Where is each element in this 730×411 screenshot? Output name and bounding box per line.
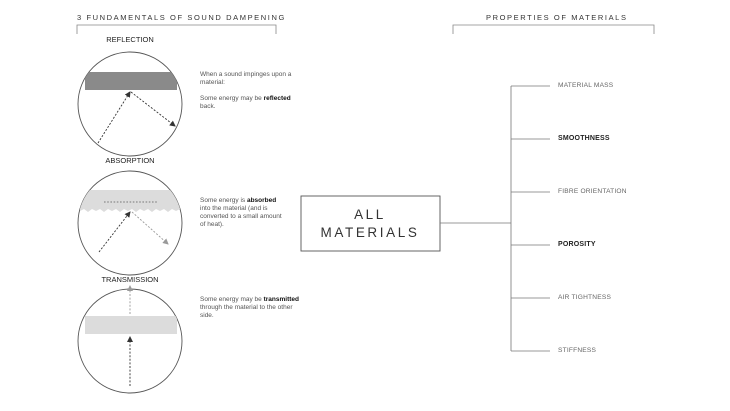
transmission-material xyxy=(85,316,177,334)
property-air-tightness: AIR TIGHTNESS xyxy=(558,294,612,301)
reflection-illustration xyxy=(78,52,182,156)
reflection-desc-line-1: When a sound impinges upon a material: xyxy=(200,71,292,86)
property-smoothness: SMOOTHNESS xyxy=(558,135,610,142)
property-material-mass: MATERIAL MASS xyxy=(558,82,614,89)
property-stiffness: STIFFNESS xyxy=(558,347,597,354)
absorption-label: ABSORPTION xyxy=(105,156,155,165)
absorbed-emphasis: absorbed xyxy=(246,197,277,204)
left-section-title: 3 FUNDAMENTALS OF SOUND DAMPENING xyxy=(77,13,286,22)
reflected-emphasis: reflected xyxy=(263,95,291,102)
property-tree-lines xyxy=(440,86,550,351)
transmission-label: TRANSMISSION xyxy=(101,275,159,284)
reflection-label: REFLECTION xyxy=(106,35,154,44)
all-materials-text xyxy=(301,206,439,242)
absorption-illustration xyxy=(78,171,182,275)
right-section-title: PROPERTIES OF MATERIALS xyxy=(486,13,628,22)
reflection-description xyxy=(200,71,300,111)
all-materials-line-1: ALL xyxy=(354,207,386,222)
reflection-material xyxy=(85,72,177,90)
property-fibre-orientation: FIBRE ORIENTATION xyxy=(558,188,627,195)
reflection-circle xyxy=(78,52,182,156)
absorption-circle xyxy=(78,171,182,275)
left-section-bracket xyxy=(77,25,276,34)
reflection-desc-line-2: Some energy may be reflected back. xyxy=(200,95,291,110)
transmitted-emphasis: transmitted xyxy=(263,296,299,303)
absorption-material xyxy=(80,190,180,212)
absorption-description: Some energy is absorbed into the material (and is converted to a small amount of heat). xyxy=(200,197,282,228)
right-section-bracket xyxy=(453,25,654,34)
transmission-description: Some energy may be transmitted through the material to the other side. xyxy=(200,296,299,319)
all-materials-line-2: MATERIALS xyxy=(320,225,420,240)
property-porosity: POROSITY xyxy=(558,241,596,248)
transmission-illustration xyxy=(78,286,182,393)
